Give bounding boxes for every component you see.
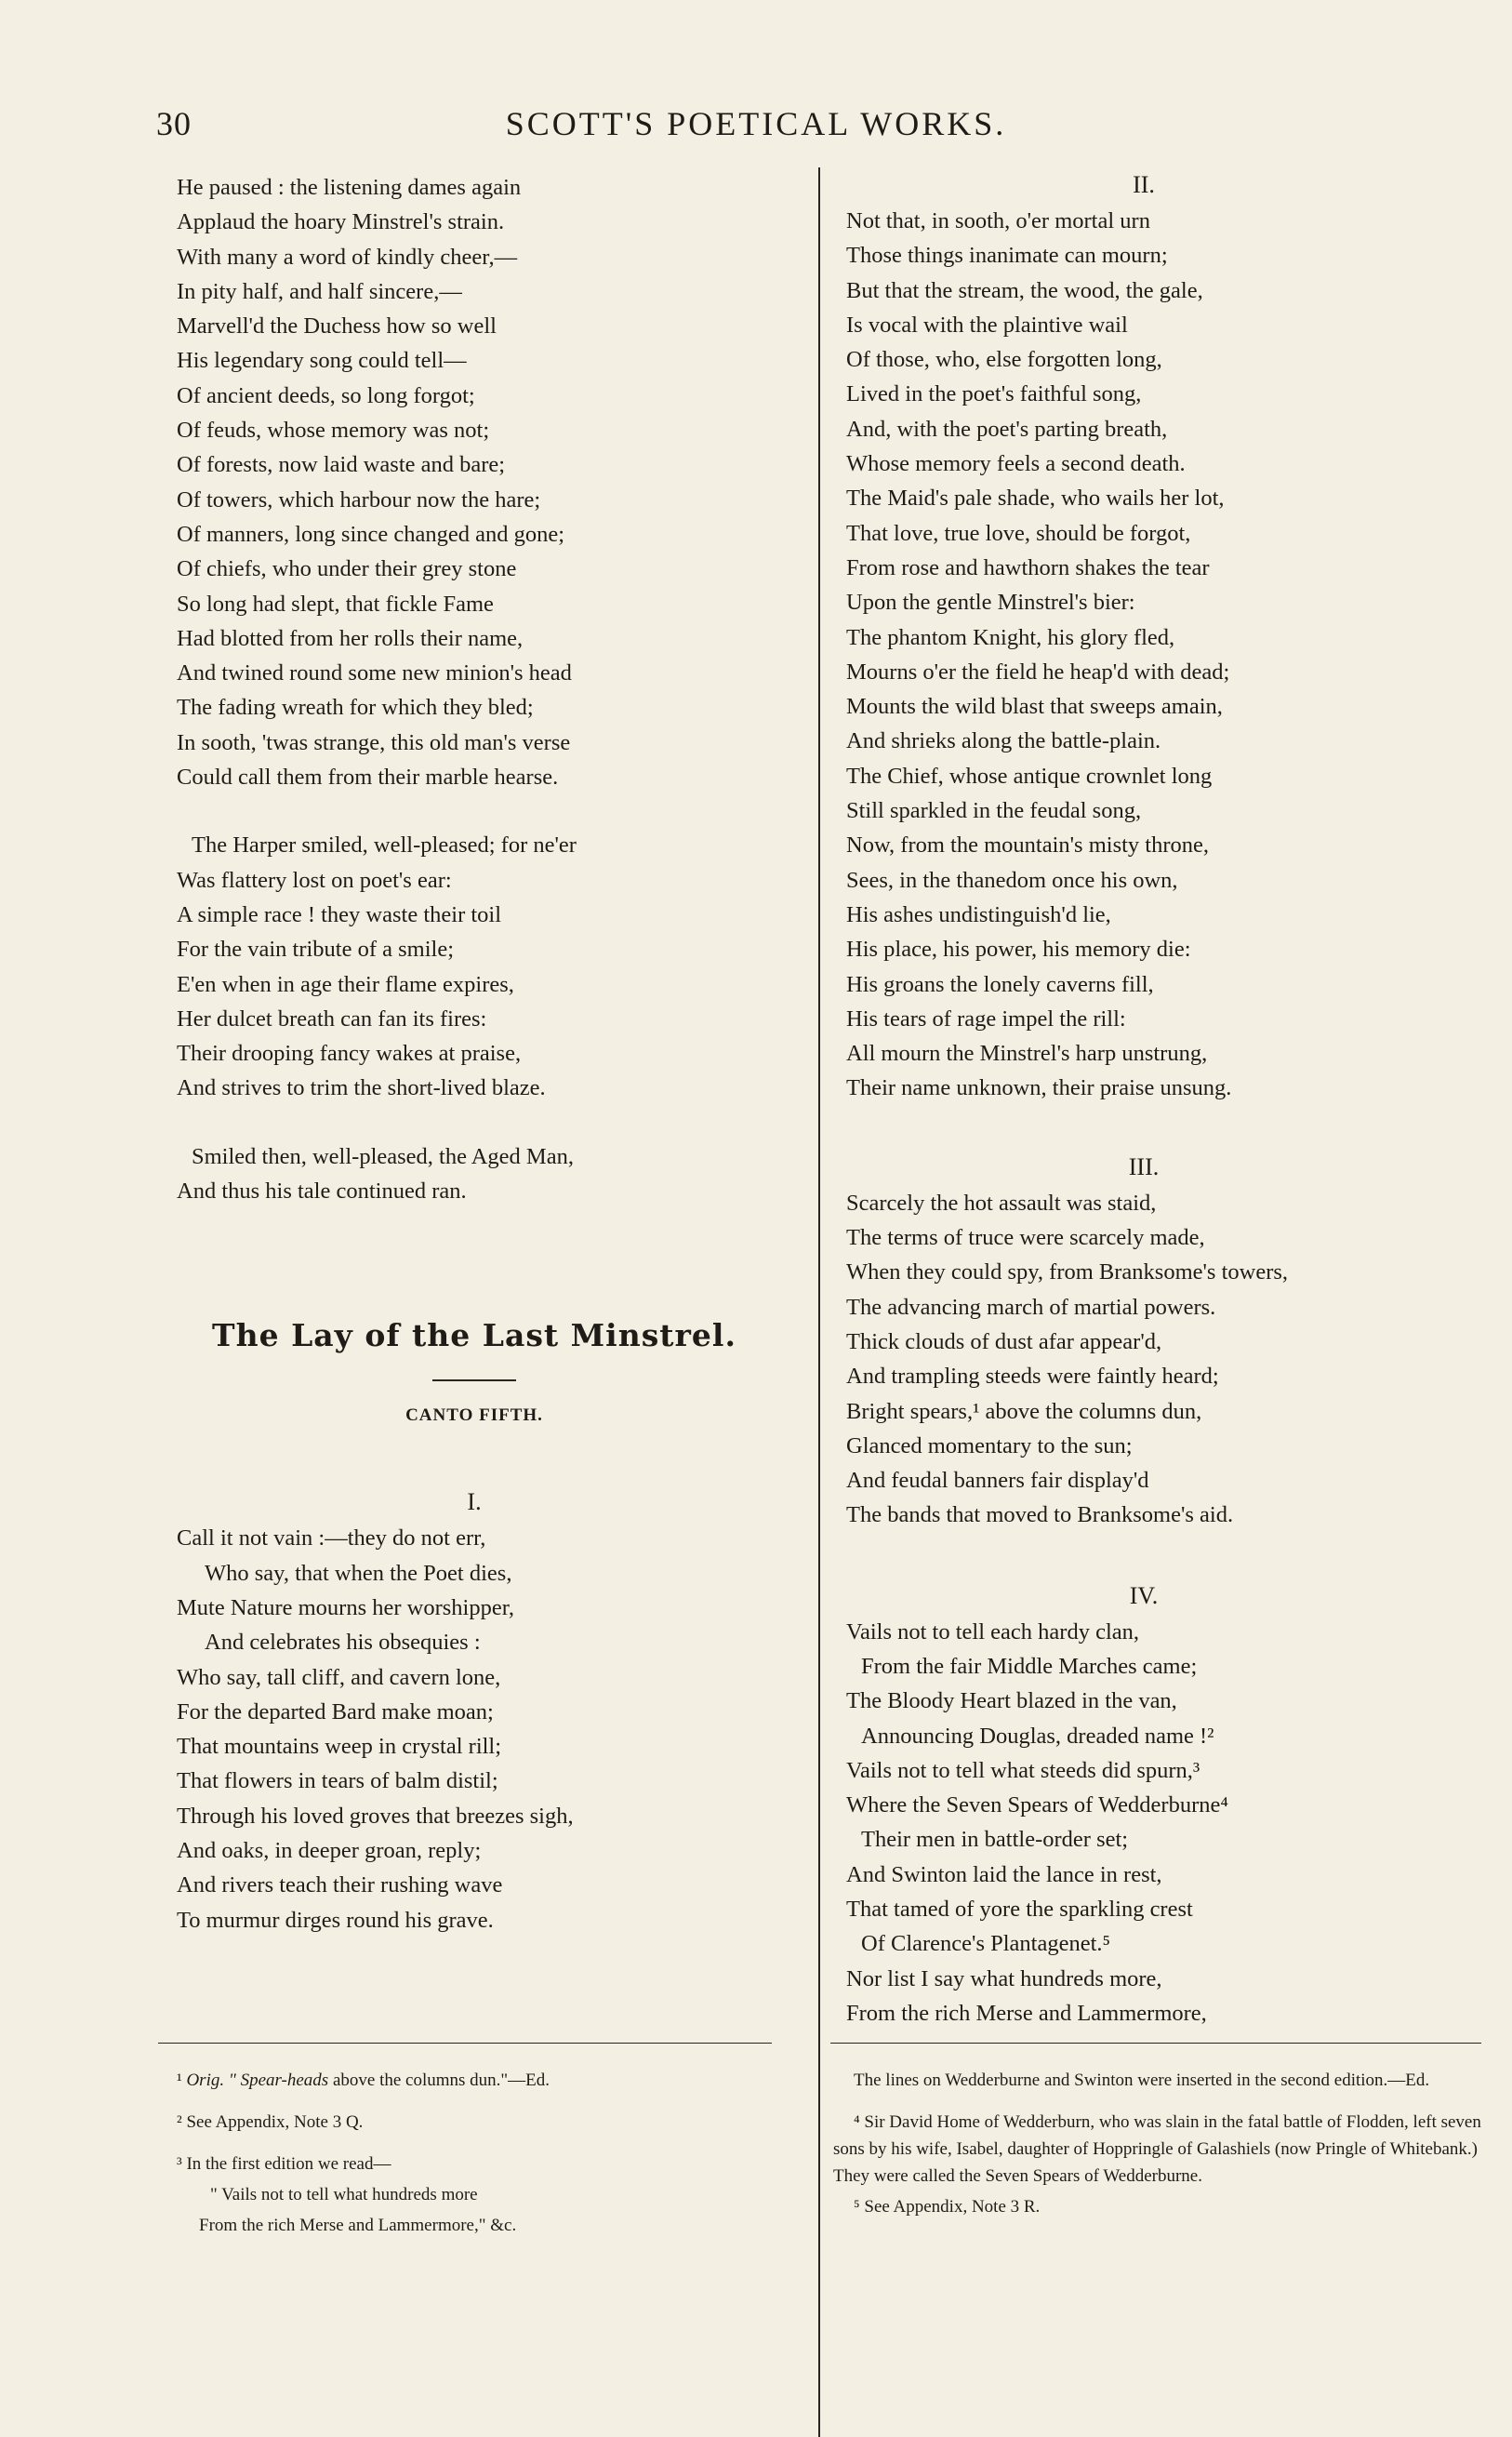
footnote-3-quote-line-2: From the rich Merse and Lammermore," &c. (199, 2216, 517, 2235)
footnote-2: ² See Appendix, Note 3 Q. (177, 2112, 364, 2132)
verse-line: Still sparkled in the feudal song, (846, 798, 1142, 824)
verse-line: His tears of rage impel the rill: (846, 1005, 1126, 1032)
verse-line: Not that, in sooth, o'er mortal urn (846, 208, 1150, 233)
verse-line: The bands that moved to Branksome's aid. (846, 1502, 1234, 1528)
verse-line: Thick clouds of dust afar appear'd, (846, 1328, 1162, 1354)
verse-line: Her dulcet breath can fan its fires: (177, 1005, 487, 1032)
footnote-3: ³ In the first edition we read— (177, 2154, 391, 2174)
verse-line: To murmur dirges round his grave. (177, 1907, 494, 1933)
verse-line: His legendary song could tell— (177, 348, 467, 374)
verse-line: And thus his tale continued ran. (177, 1179, 467, 1205)
footnote-5: ⁵ See Appendix, Note 3 R. (854, 2197, 1041, 2217)
footnotes-right (833, 2067, 1482, 2235)
verse-line: And feudal banners fair display'd (846, 1468, 1149, 1494)
verse-line: And trampling steeds were faintly heard; (846, 1364, 1219, 1390)
section-4-verse (846, 1615, 1441, 2031)
verse-line: Announcing Douglas, dreaded name !² (861, 1723, 1214, 1749)
stanza-harper-paused (177, 170, 772, 794)
verse-line: Who say, tall cliff, and cavern lone, (177, 1664, 501, 1690)
footnote-rule-right (830, 2043, 1481, 2044)
verse-line: Through his loved groves that breezes sigh, (177, 1803, 574, 1829)
verse-line: Of ancient deeds, so long forgot; (177, 382, 475, 408)
verse-line: With many a word of kindly cheer,— (177, 244, 518, 270)
verse-line: Of forests, now laid waste and bare; (177, 452, 506, 478)
verse-line: Where the Seven Spears of Wedderburne⁴ (846, 1792, 1228, 1818)
verse-line: His place, his power, his memory die: (846, 937, 1191, 963)
verse-line: Call it not vain :—they do not err, (177, 1525, 486, 1551)
poem-title: The Lay of the Last Minstrel. (212, 1317, 736, 1354)
footnote-1-orig: Orig. (186, 2071, 225, 2090)
verse-line: And oaks, in deeper groan, reply; (177, 1837, 482, 1863)
verse-line: Could call them from their marble hearse. (177, 765, 559, 791)
footnote-1-mark: ¹ (177, 2071, 182, 2090)
verse-line: And Swinton laid the lance in rest, (846, 1861, 1162, 1887)
section-3-verse (846, 1186, 1441, 1533)
verse-line: Those things inanimate can mourn; (846, 243, 1168, 269)
verse-line: Upon the gentle Minstrel's bier: (846, 590, 1135, 616)
verse-line: Lived in the poet's faithful song, (846, 381, 1142, 407)
verse-line: His groans the lonely caverns fill, (846, 971, 1154, 997)
stanza-harper-smiled (177, 828, 772, 1105)
verse-line: The Chief, whose antique crownlet long (846, 763, 1213, 789)
footnote-4: ⁴ Sir David Home of Wedderburn, who was slain in the fatal battle of Flodden, left seven sons by his wife, Isabel, daughter of Hoppringle of Galashiels (now Pringle of Whitebank.) They were called the Seven Spears of Wedderburne. (833, 2112, 1481, 2186)
verse-line: From rose and hawthorn shakes the tear (846, 554, 1210, 580)
verse-line: Scarcely the hot assault was staid, (846, 1190, 1157, 1216)
section-numeral-2: II. (1133, 171, 1155, 198)
verse-line: Bright spears,¹ above the columns dun, (846, 1398, 1202, 1424)
verse-line: When they could spy, from Branksome's towers, (846, 1259, 1289, 1285)
footnote-editorial: The lines on Wedderburne and Swinton were inserted in the second edition.—Ed. (854, 2071, 1430, 2090)
verse-line: That tamed of yore the sparkling crest (846, 1897, 1193, 1923)
verse-line: Applaud the hoary Minstrel's strain. (177, 209, 505, 235)
verse-line: Vails not to tell what steeds did spurn,³ (846, 1757, 1200, 1783)
footnote-1 (177, 2067, 772, 2094)
section-numeral-3: III. (1128, 1152, 1160, 1180)
verse-line: Whose memory feels a second death. (846, 451, 1186, 477)
section-2-verse (846, 204, 1441, 1106)
verse-line: In sooth, 'twas strange, this old man's verse (177, 729, 571, 755)
page-header (0, 104, 1512, 151)
verse-line: Of towers, which harbour now the hare; (177, 486, 541, 513)
verse-line: Nor list I say what hundreds more, (846, 1965, 1162, 1991)
verse-line: And twined round some new minion's head (177, 660, 572, 686)
verse-line: And celebrates his obsequies : (205, 1630, 481, 1656)
verse-line: And rivers teach their rushing wave (177, 1872, 503, 1898)
footnote-rule-left (158, 2043, 772, 2044)
verse-line: Was flattery lost on poet's ear: (177, 867, 452, 893)
verse-line: Sees, in the thanedom once his own, (846, 867, 1178, 893)
verse-line: From the rich Merse and Lammermore, (846, 2000, 1207, 2026)
verse-line: Mounts the wild blast that sweeps amain, (846, 694, 1223, 720)
verse-line: And strives to trim the short-lived blaze. (177, 1075, 546, 1101)
left-column (177, 170, 772, 1938)
verse-line: His ashes undistinguish'd lie, (846, 901, 1111, 927)
canto-heading: CANTO FIFTH. (405, 1405, 543, 1426)
verse-line: Vails not to tell each hardy clan, (846, 1618, 1139, 1645)
verse-line: Marvell'd the Duchess how so well (177, 313, 497, 340)
verse-line: E'en when in age their flame expires, (177, 971, 514, 997)
stanza-gap (846, 1533, 1441, 1578)
verse-line: Who say, that when the Poet dies, (205, 1560, 512, 1586)
footnote-1-quote: " Spear-heads (228, 2071, 329, 2090)
stanza-gap (177, 1106, 772, 1139)
verse-line: Of manners, long since changed and gone; (177, 521, 565, 547)
verse-line: Mute Nature mourns her worshipper, (177, 1594, 515, 1620)
verse-line: Of feuds, whose memory was not; (177, 418, 490, 444)
footnote-3-quote-line-1: " Vails not to tell what hundreds more (210, 2185, 478, 2204)
verse-line: A simple race ! they waste their toil (177, 901, 502, 927)
verse-line: Is vocal with the plaintive wail (846, 312, 1128, 338)
verse-line: Mourns o'er the field he heap'd with dead; (846, 659, 1230, 685)
verse-line: He paused : the listening dames again (177, 175, 522, 200)
verse-line: But that the stream, the wood, the gale, (846, 277, 1203, 303)
verse-line: That mountains weep in crystal rill; (177, 1734, 502, 1760)
verse-line: In pity half, and half sincere,— (177, 278, 462, 304)
section-1-verse (177, 1521, 772, 1938)
verse-line: Glanced momentary to the sun; (846, 1432, 1133, 1458)
verse-line: Now, from the mountain's misty throne, (846, 832, 1210, 859)
page-number: 30 (156, 105, 192, 142)
verse-line: Of Clarence's Plantagenet.⁵ (861, 1931, 1111, 1957)
verse-line: The Maid's pale shade, who wails her lot, (846, 486, 1225, 512)
column-divider (818, 167, 820, 2437)
verse-line: Their name unknown, their praise unsung. (846, 1075, 1232, 1101)
verse-line: Smiled then, well-pleased, the Aged Man, (192, 1143, 574, 1169)
verse-line: For the departed Bard make moan; (177, 1698, 494, 1725)
verse-line: That love, true love, should be forgot, (846, 520, 1191, 546)
verse-line: The Harper smiled, well-pleased; for ne'er (192, 832, 577, 859)
verse-line: Their men in battle-order set; (861, 1827, 1129, 1853)
verse-line: And, with the poet's parting breath, (846, 416, 1168, 442)
verse-line: From the fair Middle Marches came; (861, 1653, 1198, 1679)
verse-line: And shrieks along the battle-plain. (846, 728, 1161, 754)
verse-line: The Bloody Heart blazed in the van, (846, 1688, 1177, 1714)
stanza-aged-man (177, 1139, 772, 1209)
verse-line: For the vain tribute of a smile; (177, 937, 455, 963)
verse-line: Their drooping fancy wakes at praise, (177, 1041, 522, 1067)
footnote-1-rest: above the columns dun."—Ed. (332, 2071, 550, 2090)
verse-line: So long had slept, that fickle Fame (177, 591, 494, 617)
title-rule (432, 1379, 516, 1381)
section-numeral-4: IV. (1129, 1581, 1159, 1609)
verse-line: Had blotted from her rolls their name, (177, 625, 524, 651)
verse-line: All mourn the Minstrel's harp unstrung, (846, 1041, 1208, 1067)
verse-line: The phantom Knight, his glory fled, (846, 624, 1175, 650)
verse-line: Of chiefs, who under their grey stone (177, 556, 517, 582)
section-numeral-1: I. (467, 1488, 482, 1516)
stanza-gap (177, 794, 772, 828)
verse-line: Of those, who, else forgotten long, (846, 347, 1162, 373)
right-column (846, 170, 1441, 2031)
verse-line: The advancing march of martial powers. (846, 1294, 1216, 1320)
verse-line: That flowers in tears of balm distil; (177, 1768, 498, 1794)
footnotes-left (177, 2067, 772, 2239)
verse-line: The terms of truce were scarcely made, (846, 1225, 1205, 1251)
stanza-gap (846, 1106, 1441, 1149)
running-title: SCOTT'S POETICAL WORKS. (505, 105, 1007, 142)
verse-line: The fading wreath for which they bled; (177, 695, 534, 721)
